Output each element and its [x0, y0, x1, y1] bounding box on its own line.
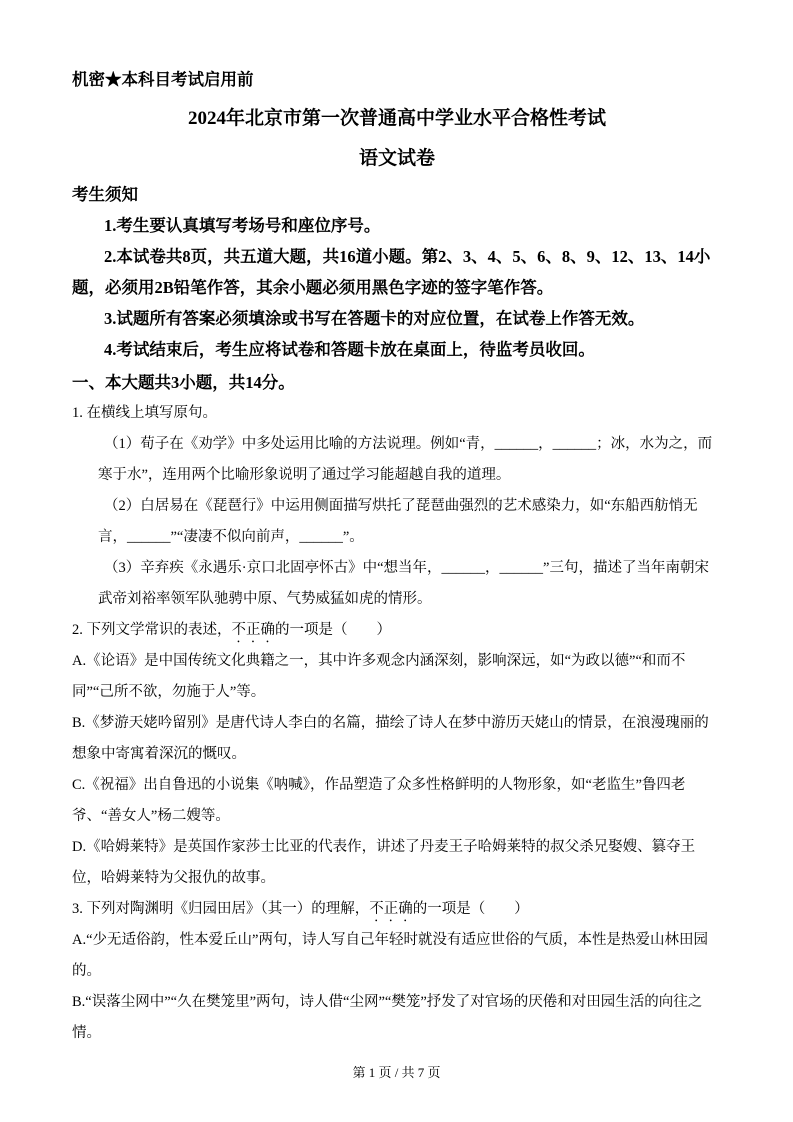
q1-stem: 1. 在横线上填写原句。	[72, 405, 217, 421]
notice-item-3: 3.试题所有答案必须填涂或书写在答题卡的对应位置，在试卷上作答无效。	[104, 309, 645, 328]
notice-item-2	[72, 241, 722, 303]
q2-option-d	[72, 832, 722, 894]
notice-item-2-cont: 题，必须用2B铅笔作答，其余小题必须用黑色字迹的签字笔作答。	[72, 278, 554, 297]
q3-stem-emphasis: 不正确	[369, 901, 413, 917]
q1-line: 水”，连用两个比喻形象说明了通过学习能超越自我的道理。	[127, 467, 511, 483]
q2-option-a-text: A.《论语》是中国传统文化典籍之一，其中许多观念内涵深刻，影响深远，如“为政以德”“和而不同”“己	[72, 653, 686, 700]
page-footer: 第 1 页 / 共 7 页	[352, 1065, 441, 1080]
q2-option-c-text: C.《祝福》出自鲁迅的小说集《呐喊》，作品塑造了众多性格鲜明的人物形象，如“老监生”鲁四老爷、	[72, 777, 686, 824]
confidential-label: 机密★本科目考试启用前	[72, 70, 254, 89]
q1-line: （1）荀子在《劝学》中多处运用比喻的方法说理。例如“青，______，______；冰，水为之，而寒于	[98, 436, 713, 483]
notice-item-4: 4.考试结束后，考生应将试卷和答题卡放在桌面上，待监考员收回。	[104, 340, 595, 359]
q1-part-1	[72, 429, 722, 491]
notice-item-2-text: 2.本试卷共8页，共五道大题，共16道小题。第2、3、4、5、6、8、9、12、13、14小	[104, 247, 711, 266]
notice-item-1: 1.考生要认真填写考场号和座位序号。	[104, 216, 381, 235]
q2-option-c	[72, 770, 722, 832]
section-heading: 一、本大题共3小题，共14分。	[72, 373, 295, 392]
q2-stem-emphasis: 不正确	[231, 622, 275, 638]
exam-title: 2024年北京市第一次普通高中学业水平合格性考试	[187, 108, 606, 129]
q2-stem-text: 2. 下列文学常识的表述，	[72, 622, 232, 638]
q3-stem-text: 3. 下列对陶渊明《归园田居》（其一）的理解，	[72, 901, 370, 917]
q2-option-b-text: B.《梦游天姥吟留别》是唐代诗人李白的名篇，描绘了诗人在梦中游历天姥山的情景，在浪漫瑰丽的想象	[72, 715, 709, 762]
q1-line: ______”“凄凄不似向前声，______”。	[127, 529, 364, 545]
q1-line: 帝刘裕率领军队驰骋中原、气势威猛如虎的情形。	[112, 591, 432, 607]
exam-subtitle: 语文试卷	[358, 148, 435, 169]
q2-stem	[72, 615, 722, 646]
q2-option-d-cont: 姆莱特为父报仇的故事。	[115, 870, 275, 886]
q1-part-2	[72, 491, 722, 553]
q2-option-d-text: D.《哈姆莱特》是英国作家莎士比亚的代表作，讲述了丹麦王子哈姆莱特的叔父杀兄娶嫂、篡夺王位，哈	[72, 839, 696, 886]
q2-option-c-cont: “善女人”杨二嫂等。	[101, 808, 230, 824]
q2-stem-tail: 的一项是（ ）	[275, 622, 391, 638]
q2-option-a-cont: 所不欲，勿施于人”等。	[113, 684, 266, 700]
q3-option-b-text: B.“误落尘网中”“久在樊笼里”两句，诗人借“尘网”“樊笼”抒发了对官场的厌倦和对田园生活的向	[72, 994, 674, 1010]
q2-option-a	[72, 646, 722, 708]
q3-stem	[72, 894, 722, 925]
notice-heading: 考生须知	[72, 185, 138, 204]
q2-option-b-cont: 中寄寓着深沉的慨叹。	[101, 746, 246, 762]
q2-option-b	[72, 708, 722, 770]
q1-line: （2）白居易在《琵琶行》中运用侧面描写烘托了琵琶曲强烈的艺术感染力，如“东船西舫悄无言，	[98, 498, 698, 545]
q3-option-a: A.“少无适俗韵，性本爱丘山”两句，诗人写自己年轻时就没有适应世俗的气质，本性是热爱山林田园的。	[72, 932, 708, 979]
q1-part-3	[72, 553, 722, 615]
q3-option-b-cont: 往之情。	[72, 994, 703, 1041]
q3-option-b	[72, 987, 722, 1049]
q1-line: （3）辛弃疾《永遇乐·京口北固亭怀古》中“想当年，______，______”三句，描述了当年南朝宋武	[98, 560, 709, 607]
q3-stem-tail: 的一项是（ ）	[412, 901, 529, 917]
